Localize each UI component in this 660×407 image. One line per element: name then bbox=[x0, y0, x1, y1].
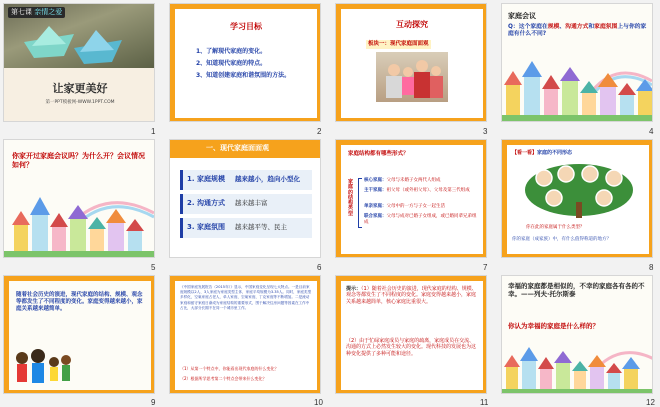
slide-thumbnail-12[interactable] bbox=[501, 275, 653, 394]
slide-8-heading bbox=[512, 150, 572, 156]
slide-8-title: 家庭的不同形态 bbox=[537, 150, 573, 156]
slide-thumbnail-2[interactable] bbox=[169, 3, 321, 122]
slide-thumbnail-1[interactable] bbox=[3, 3, 155, 122]
feature-key-3: 3. 家庭氛围 bbox=[187, 223, 225, 231]
hint-label: 提示： bbox=[346, 286, 362, 292]
structure-line-4 bbox=[364, 214, 478, 225]
slide-3-title: 互动探究 bbox=[396, 20, 428, 29]
slide-number-8: 8 bbox=[649, 263, 654, 272]
structure-value-3: 父母中的一方与子女一起生活 bbox=[386, 204, 445, 209]
slide-thumbnail-11[interactable] bbox=[335, 275, 487, 394]
report-intro: 《中国家庭发展报告（2015年）》显示，中国家庭变化呈现七大特点。一是目前家庭规模以2人、3人家庭为家庭类型主体，家庭平均规模为3.35人。同时，家庭类型多样化，空巢家庭占老人，单人家庭、空巢家庭、丁克家庭等不断增加。二是流动家庭和留守家庭日渐成为家庭结构的重要形式，围于解决住房问题等因素在工作中占比，大部分长期不在同一个城市里工作。 bbox=[180, 285, 312, 310]
tree-question-2: 你的家庭（成家族）中，有什么值得称道的地方？ bbox=[512, 237, 611, 242]
keyword-communication: 沟通方式 bbox=[565, 24, 589, 30]
slide-number-10: 10 bbox=[314, 398, 323, 407]
structure-side-label: 家庭的结构类型 bbox=[348, 179, 354, 217]
structure-value-1: 父母与未婚子女两代人组成 bbox=[386, 178, 441, 183]
goal-item-1: 1、了解现代家庭的变化。 bbox=[196, 48, 267, 55]
slide-number-4: 4 bbox=[649, 127, 654, 136]
slide-1-footer: 第一PPT模板网-WWW.1PPT.COM bbox=[45, 100, 115, 105]
keyword-sep-2: 和 bbox=[588, 24, 595, 30]
slide-thumbnail-10[interactable] bbox=[169, 275, 321, 394]
slide-9-text: 随着社会历史的演进，现代家庭的结构、规模、观念等都发生了不同程度的变化。家庭变得越来越小，家庭关系越来越简单。 bbox=[16, 292, 143, 312]
slide-thumbnail-8[interactable] bbox=[501, 139, 653, 258]
structure-value-2: 祖父母（或外祖父母）、父母及第三代组成 bbox=[386, 188, 470, 193]
cartoon-houses-illustration bbox=[502, 51, 653, 121]
slide-2-title: 学习目标 bbox=[230, 22, 262, 31]
feature-row-1 bbox=[180, 170, 312, 190]
slide-thumbnail-6[interactable] bbox=[169, 139, 321, 258]
structure-line-1 bbox=[364, 178, 478, 184]
family-photo-image bbox=[376, 52, 448, 102]
hint-paragraph-2: （2）由于忙碌家庭成员与家庭的疏离，家庭成员在交流、沟通的方式上必然发生较大的变化。现代科技的发展也为这种变化提供了多种可能和途径。 bbox=[346, 338, 477, 357]
slide-6-header-bar bbox=[170, 140, 321, 158]
slide-number-12: 12 bbox=[646, 398, 655, 407]
structure-key-2: 主干家庭： bbox=[364, 188, 387, 193]
structure-key-4: 联合家庭： bbox=[364, 214, 387, 219]
slide-6-header: 一、现代家庭面面观 bbox=[206, 144, 269, 152]
feature-row-2 bbox=[180, 194, 312, 214]
goal-item-2: 2、知道现代家庭的特点。 bbox=[196, 60, 267, 67]
structure-key-3: 单亲家庭： bbox=[364, 204, 387, 209]
keyword-scale: 规模 bbox=[547, 24, 560, 30]
happy-family-question: 你认为幸福的家庭是什么样的？ bbox=[508, 322, 599, 330]
report-question-1: （1）从第一个特点中，你能看出现代家庭的什么变化？ bbox=[180, 366, 279, 371]
keyword-atmosphere: 家庭氛围 bbox=[594, 24, 618, 30]
section-tag: 板块一：现代家庭面面观 bbox=[368, 41, 429, 47]
slide-number-1: 1 bbox=[151, 127, 156, 136]
feature-value-1: 越来越小，趋向小型化 bbox=[235, 175, 300, 183]
slide-number-11: 11 bbox=[480, 398, 489, 407]
family-photo bbox=[376, 52, 448, 102]
lesson-subtitle: 亲情之爱 bbox=[34, 8, 63, 16]
slide-1-title: 让家更美好 bbox=[52, 82, 108, 95]
slide-number-2: 2 bbox=[317, 127, 322, 136]
structure-line-2 bbox=[364, 188, 478, 194]
lesson-badge bbox=[8, 7, 65, 18]
slide-thumbnail-3[interactable] bbox=[335, 3, 487, 122]
feature-value-3: 越来越平等、民主 bbox=[235, 223, 287, 231]
report-question-2: （2）根据所学思考第二个特点会带来什么变化？ bbox=[180, 376, 267, 381]
keyword-sep-1: 、 bbox=[559, 24, 566, 30]
cartoon-houses-illustration bbox=[502, 341, 653, 393]
structure-value-4: 父母与成对已婚子女组成，或已婚同辈兄弟组成 bbox=[364, 214, 477, 225]
cartoon-houses-illustration bbox=[4, 185, 155, 257]
slide-number-7: 7 bbox=[483, 263, 488, 272]
family-tree-illustration bbox=[524, 162, 634, 218]
feature-value-2: 越来越丰富 bbox=[235, 199, 268, 207]
slide-number-6: 6 bbox=[317, 263, 322, 272]
feature-key-1: 1. 家庭规模 bbox=[187, 175, 225, 183]
lesson-number: 第七课 bbox=[11, 8, 32, 16]
look-tag: 【看一看】 bbox=[512, 150, 538, 156]
slide-5-question: 你家开过家庭会议吗？为什么开？会议情况如何？ bbox=[12, 152, 145, 169]
tolstoy-quote: 幸福的家庭都是相似的，不幸的家庭各有各的不幸。——列夫·托尔斯泰 bbox=[508, 282, 645, 299]
tree-question-1: 你在此的家庭属于什么类型？ bbox=[526, 225, 585, 230]
meeting-question bbox=[508, 24, 648, 38]
slide-number-3: 3 bbox=[483, 127, 488, 136]
side-bracket bbox=[358, 178, 362, 228]
slide-number-9: 9 bbox=[151, 398, 156, 407]
slide-thumbnail-5[interactable] bbox=[3, 139, 155, 258]
slide-7-title: 家庭结构都有哪些形式？ bbox=[348, 151, 409, 157]
slide-4-title: 家庭会议 bbox=[508, 12, 536, 20]
hint-paragraph-1 bbox=[346, 286, 478, 305]
slide-thumbnail-4[interactable] bbox=[501, 3, 653, 122]
question-start: Q：这个家庭在 bbox=[508, 24, 548, 30]
question-end: 上与你的家庭有什么不同? bbox=[508, 24, 647, 38]
slide-thumbnail-7[interactable] bbox=[335, 139, 487, 258]
feature-key-2: 2. 沟通方式 bbox=[187, 199, 225, 207]
feature-row-3 bbox=[180, 218, 312, 238]
structure-key-1: 核心家庭： bbox=[364, 178, 387, 183]
slide-thumbnail-9[interactable] bbox=[3, 275, 155, 394]
hint-text-1: （1）随着社会历史的演进，现代家庭的结构、规模、观念等都发生了不同程度的变化。家庭变得越来越小，家庭关系越来越简单，核心家庭比重很大。 bbox=[346, 286, 477, 305]
structure-line-3 bbox=[364, 204, 478, 210]
family-cartoon-illustration bbox=[12, 348, 72, 388]
goal-item-3: 3、知道创建家庭和谐氛围的方法。 bbox=[196, 72, 291, 79]
slide-number-5: 5 bbox=[151, 263, 156, 272]
